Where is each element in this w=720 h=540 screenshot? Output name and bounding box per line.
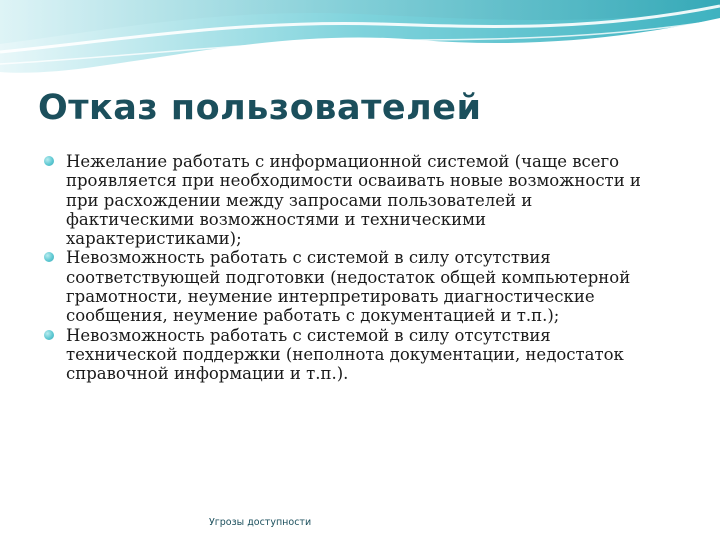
bullet-item — [44, 248, 684, 325]
bullet-circle-icon — [44, 156, 54, 166]
bullet-line: Невозможность работать с системой в силу отсутствия — [66, 248, 551, 268]
bullet-line: фактическими возможностями и техническими — [66, 209, 486, 229]
bullet-line: грамотности, неумение интерпретировать диагностические — [66, 287, 595, 307]
footer-text: Угрозы доступности — [209, 517, 312, 528]
bullet-list — [44, 152, 684, 384]
bullet-line: характеристиками); — [66, 229, 242, 249]
bullet-line: технической поддержки (неполнота документации, недостаток — [66, 344, 624, 364]
slide-title: Отказ пользователей — [38, 88, 482, 128]
header-wave-decoration — [0, 0, 720, 80]
bullet-line: Невозможность работать с системой в силу отсутствия — [66, 325, 551, 345]
bullet-circle-icon — [44, 252, 54, 262]
bullet-item — [44, 152, 684, 248]
bullet-line: справочной информации и т.п.). — [66, 364, 349, 384]
bullet-line: проявляется при необходимости осваивать новые возможности и — [66, 171, 641, 191]
bullet-line: при расхождении между запросами пользователей и — [66, 190, 533, 210]
bullet-circle-icon — [44, 330, 54, 340]
bullet-line: соответствующей подготовки (недостаток общей компьютерной — [66, 267, 631, 287]
bullet-item — [44, 326, 684, 384]
bullet-line: сообщения, неумение работать с документацией и т.п.); — [66, 306, 560, 326]
bullet-line: Нежелание работать с информационной системой (чаще всего — [66, 152, 620, 171]
